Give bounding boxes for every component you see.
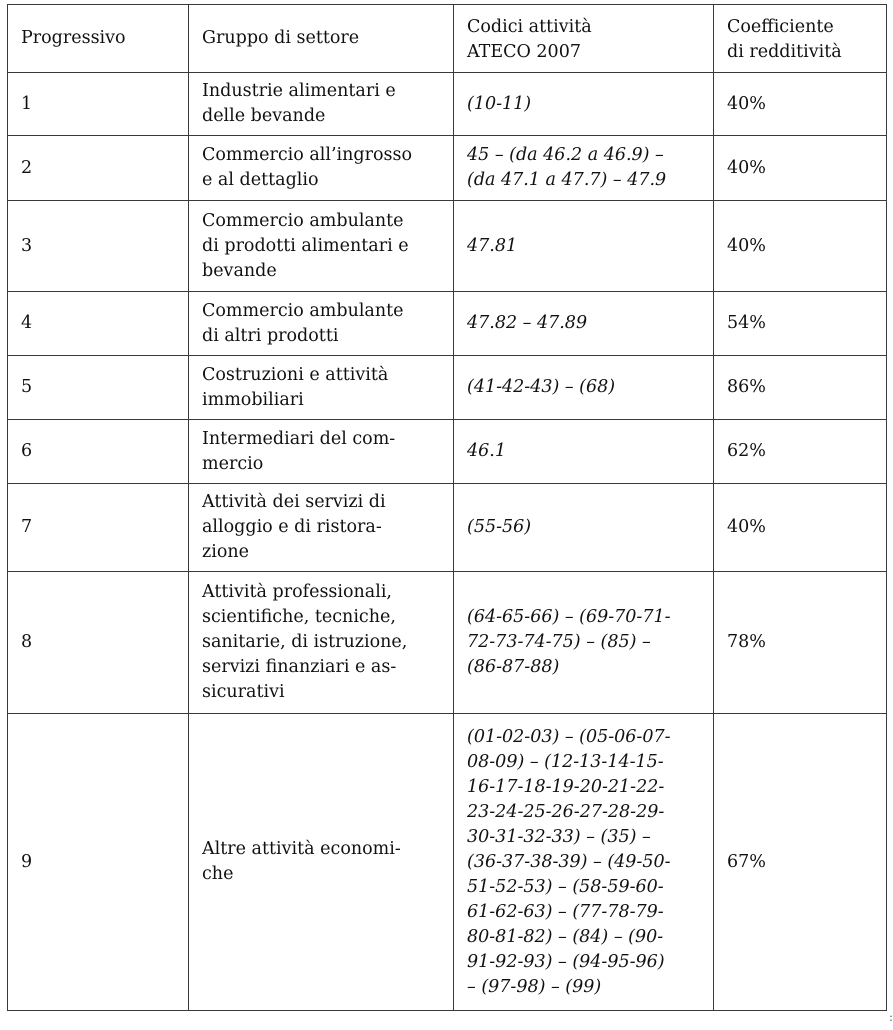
row-coefficiente: 78% (714, 572, 887, 714)
gruppo-line: e al dettaglio (202, 170, 319, 190)
row-gruppo (189, 201, 454, 292)
row-codici (454, 572, 714, 714)
gruppo-line: bevande (202, 260, 277, 281)
gruppo-line: Costruzioni e attività (202, 364, 389, 385)
row-progressivo: 9 (8, 714, 189, 1011)
gruppo-line: zione (202, 542, 249, 562)
gruppo-line: mercio (202, 453, 264, 474)
codici-line: 61-62-63) – (77-78-79- (467, 901, 664, 922)
row-progressivo: 4 (8, 292, 189, 356)
table-row (8, 420, 887, 484)
row-progressivo: 3 (8, 201, 189, 292)
header-codici (454, 5, 714, 73)
row-coefficiente: 40% (714, 136, 887, 201)
gruppo-line: alloggio e di ristora- (202, 517, 382, 537)
row-gruppo (189, 714, 454, 1011)
gruppo-line: di prodotti alimentari e (202, 235, 409, 256)
row-gruppo (189, 292, 454, 356)
table-row (8, 356, 887, 420)
row-coefficiente: 40% (714, 201, 887, 292)
table-row (8, 572, 887, 714)
row-coefficiente: 86% (714, 356, 887, 420)
header-row (8, 5, 887, 73)
coefficienti-table (7, 4, 887, 1011)
row-codici (454, 714, 714, 1011)
codici-line: 46.1 (467, 441, 506, 461)
gruppo-line: che (202, 864, 234, 884)
row-gruppo (189, 572, 454, 714)
codici-line: (10-11) (467, 93, 532, 114)
codici-line: (64-65-66) – (69-70-71- (467, 607, 671, 627)
gruppo-line: servizi finanziari e as- (202, 657, 397, 677)
codici-line: (01-02-03) – (05-06-07- (467, 726, 671, 747)
codici-line: 51-52-53) – (58-59-60- (467, 876, 664, 897)
gruppo-line: Commercio all’ingrosso (202, 145, 412, 165)
row-progressivo: 5 (8, 356, 189, 420)
header-codici-line2: ATECO 2007 (467, 42, 581, 62)
page-edge-mark: : (888, 1010, 893, 1024)
codici-line: (da 47.1 a 47.7) – 47.9 (467, 170, 667, 190)
row-gruppo (189, 420, 454, 484)
header-progressivo: Progressivo (8, 5, 189, 73)
gruppo-line: Altre attività economi- (202, 839, 401, 859)
codici-line: (86-87-88) (467, 657, 560, 677)
gruppo-line: Attività dei servizi di (202, 492, 386, 512)
row-coefficiente: 67% (714, 714, 887, 1011)
codici-line: (41-42-43) – (68) (467, 377, 616, 397)
header-coeff-line1: Coefficiente (727, 17, 834, 37)
gruppo-line: Commercio ambulante (202, 210, 404, 231)
codici-line: (36-37-38-39) – (49-50- (467, 851, 671, 872)
codici-line: 72-73-74-75) – (85) – (467, 632, 651, 652)
codici-line: 47.82 – 47.89 (467, 313, 588, 333)
gruppo-line: scientifiche, tecniche, (202, 607, 396, 627)
row-coefficiente: 62% (714, 420, 887, 484)
gruppo-line: Industrie alimentari e (202, 81, 396, 101)
row-gruppo (189, 73, 454, 136)
row-codici (454, 356, 714, 420)
table-row (8, 484, 887, 572)
table-body (8, 73, 887, 1011)
row-codici (454, 73, 714, 136)
header-coefficiente (714, 5, 887, 73)
header-codici-line1: Codici attività (467, 17, 592, 37)
row-progressivo: 6 (8, 420, 189, 484)
gruppo-line: delle bevande (202, 106, 326, 126)
row-progressivo: 1 (8, 73, 189, 136)
row-gruppo (189, 484, 454, 572)
gruppo-line: sanitarie, di istruzione, (202, 632, 408, 652)
gruppo-line: di altri prodotti (202, 325, 339, 346)
codici-line: (55-56) (467, 517, 532, 537)
row-progressivo: 7 (8, 484, 189, 572)
codici-line: 47.81 (467, 235, 518, 256)
codici-line: 80-81-82) – (84) – (90- (467, 926, 664, 947)
table-row (8, 73, 887, 136)
table-row (8, 201, 887, 292)
row-coefficiente: 54% (714, 292, 887, 356)
codici-line: – (97-98) – (99) (467, 976, 602, 997)
row-codici (454, 292, 714, 356)
gruppo-line: sicurativi (202, 682, 285, 702)
row-gruppo (189, 136, 454, 201)
row-codici (454, 136, 714, 201)
row-codici (454, 420, 714, 484)
row-coefficiente: 40% (714, 73, 887, 136)
row-codici (454, 201, 714, 292)
row-progressivo: 2 (8, 136, 189, 201)
gruppo-line: Commercio ambulante (202, 300, 404, 321)
table-row (8, 292, 887, 356)
row-gruppo (189, 356, 454, 420)
header-gruppo: Gruppo di settore (189, 5, 454, 73)
gruppo-line: immobiliari (202, 389, 304, 410)
table-row (8, 136, 887, 201)
codici-line: 91-92-93) – (94-95-96) (467, 951, 665, 972)
gruppo-line: Intermediari del com- (202, 428, 396, 449)
codici-line: 30-31-32-33) – (35) – (467, 826, 651, 847)
codici-line: 45 – (da 46.2 a 46.9) – (467, 145, 664, 165)
codici-line: 16-17-18-19-20-21-22- (467, 776, 665, 797)
codici-line: 08-09) – (12-13-14-15- (467, 751, 664, 772)
gruppo-line: Attività professionali, (202, 582, 392, 602)
codici-line: 23-24-25-26-27-28-29- (467, 801, 665, 822)
row-progressivo: 8 (8, 572, 189, 714)
table-row (8, 714, 887, 1011)
row-coefficiente: 40% (714, 484, 887, 572)
header-coeff-line2: di redditività (727, 42, 842, 62)
row-codici (454, 484, 714, 572)
